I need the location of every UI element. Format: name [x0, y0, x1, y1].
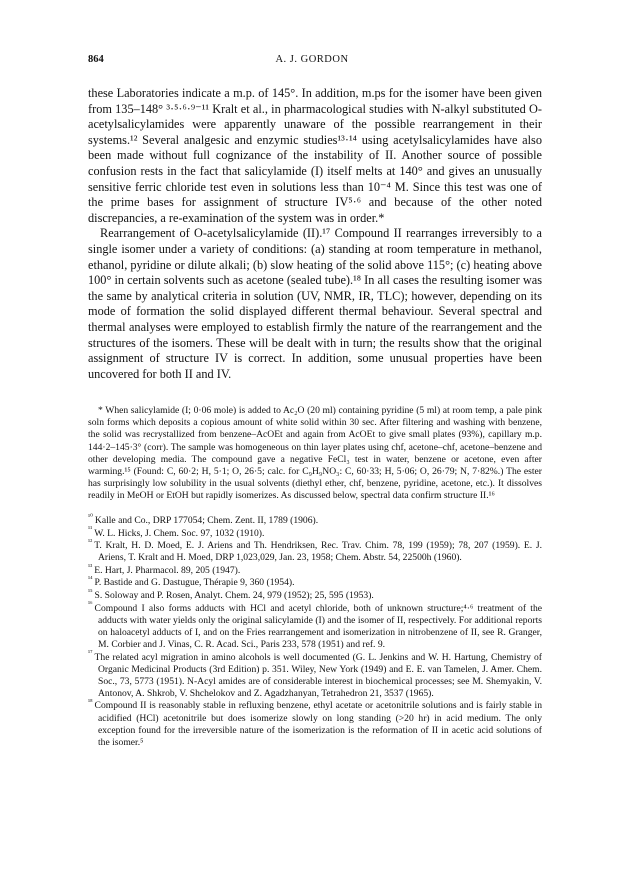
reference-number: ¹⁶	[88, 600, 93, 609]
reference-item	[88, 700, 542, 748]
reference-item	[88, 525, 542, 540]
reference-text: Kalle and Co., DRP 177054; Chem. Zent. II, 1789 (1906).	[94, 515, 319, 526]
reference-number: ¹⁸	[88, 698, 93, 707]
reference-text: Compound I also forms adducts with HCl and acetyl chloride, both of unknown structure;⁴·⁶ treatment of the adducts with water yields only the original salicylamide (I) and the isomer of II, respectively. For additional reports on haloacetyl adducts of I, and on the Fries rearrangement and isomerization in nitrobenzene of II, see R. Granger, M. Corbier and J. Vinas, C. R. Acad. Sci., Paris 233, 578 (1951) and ref. 9.	[94, 602, 542, 650]
experimental-footnote	[88, 405, 542, 503]
reference-item	[88, 587, 542, 602]
reference-number: ¹³	[88, 562, 93, 571]
reference-item	[88, 649, 542, 700]
reference-item	[88, 562, 542, 577]
reference-item	[88, 600, 542, 651]
reference-text: W. L. Hicks, J. Chem. Soc. 97, 1032 (1910).	[94, 527, 265, 539]
reference-text: E. Hart, J. Pharmacol. 89, 205 (1947).	[94, 564, 241, 576]
reference-list	[88, 512, 542, 749]
reference-text: S. Soloway and P. Rosen, Analyt. Chem. 24, 979 (1952); 25, 595 (1953).	[94, 590, 374, 602]
running-head: A. J. GORDON	[275, 54, 349, 65]
reference-text: P. Bastide and G. Dastugue, Thérapie 9, 360 (1954).	[94, 577, 295, 589]
reference-number: ¹¹	[88, 525, 93, 534]
reference-item	[88, 512, 542, 527]
main-text	[88, 86, 542, 382]
footnote-star-text: * When salicylamide (I; 0·06 mole) is added to Ac₂O (20 ml) containing pyridine (5 ml) at room temp, a pale pink soln forms which deposits a copious amount of white solid within 30 sec. After filtering and washing with benzene, the solid was recrystallized from benzene–AcOEt and again from AcOEt to give small plates (93%), capillary m.p. 144·2–145·3° (corr). The sample was homogeneous on thin layer plates using chf, acetone–chf, acetone–benzene and other developing media. The compound gave a negative FeCl₃ test in water, benzene or acetone, even after warming.¹⁵ (Found: C, 60·2; H, 5·1; O, 26·5; calc. for C₉H₉NO₃: C, 60·33; H, 5·06; O, 26·79; N, 7·82%.) The ester has surprisingly low solubility in the usual solvents (diethyl ether, chf, benzene, pyridine, acetone, etc.). It dissolves readily in MeOH or EtOH but rapidly isomerizes. As discussed below, spectral data confirm structure II.¹⁶	[88, 405, 542, 502]
page-number: 864	[88, 54, 104, 65]
reference-number: ¹⁴	[88, 575, 93, 584]
reference-number: ¹⁵	[88, 587, 93, 596]
reference-text: Compound II is reasonably stable in refluxing benzene, ethyl acetate or acetonitrile solutions and is fairly stable in acidified (HCl) acetonitrile but does isomerize slowly on long standing (>20 hr) in acid medium. The only exception found for the irreversible nature of the isomerization is the reformation of II in acetic acid solutions of the isomer.⁵	[94, 700, 542, 748]
reference-item	[88, 540, 542, 564]
reference-number: ¹⁷	[88, 649, 93, 658]
reference-item	[88, 577, 542, 589]
paragraph-continuation: these Laboratories indicate a m.p. of 145°. In addition, m.ps for the isomer have been given from 135–148° ³·⁵·⁶·⁹⁻¹¹ Kralt et al., in pharmacological studies with N-alkyl substituted O-acetylsalicylamides were apparently unaware of the possible rearrangement in their systems.¹² Several analgesic and enzymic studies¹³·¹⁴ using acetylsalicylamides have also been made without full cognizance of the instability of II. Another source of possible confusion rests in the fact that salicylamide (I) itself melts at 140° and gives an unusually sensitive ferric chloride test even in solutions less than 10⁻⁴ M. Since this test was one of the prime bases for assignment of structure IV⁵·⁶ and because of the other noted discrepancies, a re-examination of the system was in order.*	[88, 86, 542, 225]
reference-text: T. Kralt, H. D. Moed, E. J. Ariens and Th. Hendriksen, Rec. Trav. Chim. 78, 199 (1959); 78, 207 (1959). E. J. Ariens, T. Kralt and H. Moed, DRP 1,023,029, Jan. 23, 1958; Chem. Abstr. 54, 22500h (1960).	[94, 540, 542, 564]
reference-number: ¹⁰	[88, 512, 93, 521]
reference-number: ¹²	[88, 538, 93, 546]
page-header	[88, 54, 536, 70]
reference-text: The related acyl migration in amino alcohols is well documented (G. L. Jenkins and W. H. Hartung, Chemistry of Organic Medicinal Products (3rd Edition) p. 351. Wiley, New York (1949) and E. E. van Tamelen, J. Amer. Chem. Soc., 73, 5773 (1951). N-Acyl amides are of considerable interest in biochemical processes; see M. Shemyakin, V. Antonov, A. Shkrob, V. Shchelokov and Z. Agadzhanyan, Tetrahedron 21, 3537 (1965).	[94, 651, 542, 699]
paragraph-rearrangement: Rearrangement of O-acetylsalicylamide (II).¹⁷ Compound II rearranges irreversibly to a single isomer under a variety of conditions: (a) standing at room temperature in methanol, ethanol, pyridine or dilute alkali; (b) slow heating of the solid above 115°; (c) heating above 100° in certain solvents such as acetone (sealed tube).¹⁸ In all cases the resulting isomer was the same by analytical criteria in solution (UV, NMR, IR, TLC); however, depending on its mode of formation the solid displayed different thermal behaviour. Several spectral and thermal analyses were employed to establish firmly the nature of the rearrangement and the structures of the isomers. These will be dealt with in turn; the results show that the original assignment of structure IV is correct. In addition, some unusual properties have been uncovered for both II and IV.	[88, 226, 542, 381]
